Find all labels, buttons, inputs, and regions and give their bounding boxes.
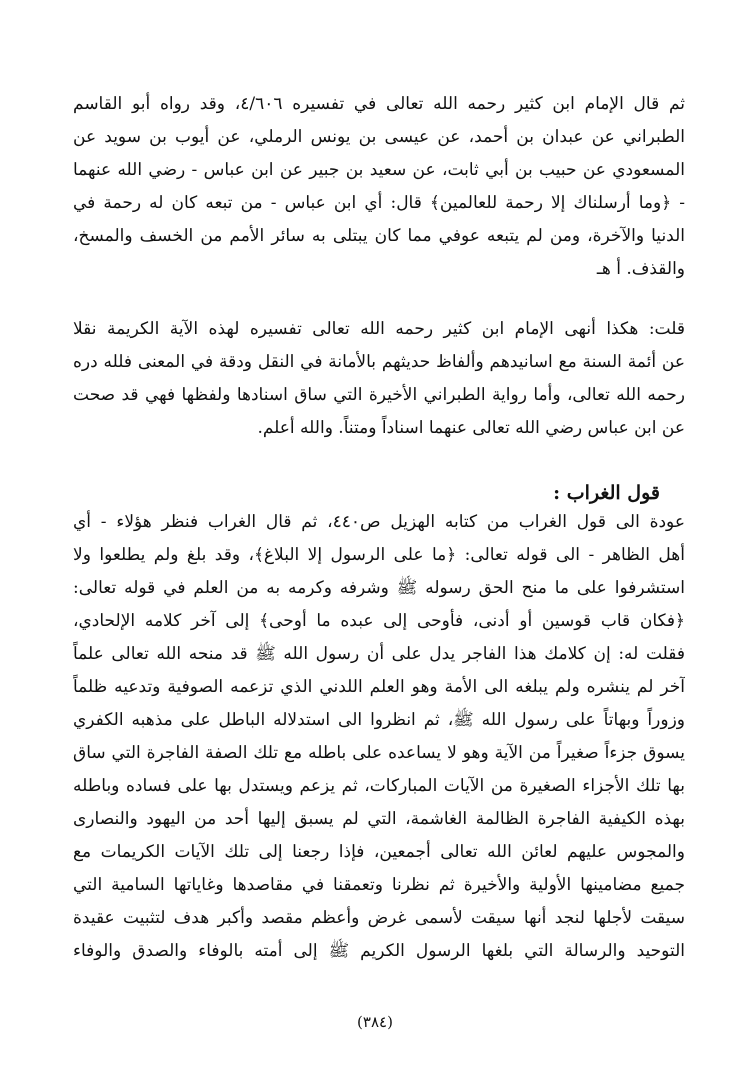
text-line: بهذه الكيفية الفاجرة الظالمة الغاشمة، التي لم يسبق إليها أحد من اليهود والنصارى <box>73 809 685 829</box>
section-heading: قول الغراب : <box>553 482 660 504</box>
text-line: رحمه الله تعالى، وأما رواية الطبراني الأخيرة التي ساق اسنادها ولفظها فهي قد صحت <box>73 385 685 405</box>
text-line: وزوراً وبهاتاً على رسول الله ﷺ، ثم انظروا الى استدلاله الباطل على مذهبه الكفري <box>73 710 685 730</box>
paragraph-author-comment <box>73 313 685 445</box>
text-line: - ﴿وما أرسلناك إلا رحمة للعالمين﴾ قال: أي ابن عباس - من تبعه كان له رحمة في <box>73 193 685 213</box>
text-line: أهل الظاهر - الى قوله تعالى: ﴿ما على الرسول إلا البلاغ﴾، وقد بلغ ولم يطلعوا ولا <box>73 545 685 565</box>
text-line: الدنيا والآخرة، ومن لم يتبعه عوفي مما كان يبتلى به سائر الأمم من الخسف والمسخ، <box>73 226 685 246</box>
text-line: عن أئمة السنة مع اسانيدهم وألفاظ حديثهم بالأمانة في النقل ودقة في المعنى فلله دره <box>73 352 685 372</box>
text-line: قلت: هكذا أنهى الإمام ابن كثير رحمه الله تعالى تفسيره لهذه الآية الكريمة نقلا <box>73 319 685 339</box>
text-line: بها تلك الأجزاء الصغيرة من الآيات المباركات، ثم يزعم ويستدل بها على فساده وباطله <box>73 776 685 796</box>
paragraph-ibn-kathir-quote <box>73 88 685 286</box>
text-line: استشرفوا على ما منح الحق رسوله ﷺ وشرفه وكرمه به من العلم في قوله تعالى: <box>73 578 685 598</box>
text-line: فقلت له: إن كلامك هذا الفاجر يدل على أن رسول الله ﷺ قد منحه الله تعالى علماً <box>73 644 685 664</box>
text-line: سيقت لأجلها لنجد أنها سيقت لأسمى غرض وأعظم مقصد وأكبر هدف لتثبيت عقيدة <box>73 908 685 928</box>
paragraph-ghurab-response <box>73 506 685 968</box>
text-line: جميع مضامينها الأولية والأخيرة ثم نظرنا وتعمقنا في مقاصدها وغاياتها السامية التي <box>73 875 685 895</box>
text-line: ثم قال الإمام ابن كثير رحمه الله تعالى في تفسيره ٤/٦٠٦، وقد رواه أبو القاسم <box>73 94 685 114</box>
text-line: والقذف. أ هـ <box>596 259 685 279</box>
text-line: يسوق جزءاً صغيراً من الآية وهو لا يساعده على باطله مع تلك الصفة الفاجرة التي ساق <box>73 743 685 763</box>
text-line: آخر لم ينشره ولم يبلغه الى الأمة وهو العلم اللدني الذي تزعمه الصوفية وتدعيه ظلماً <box>73 677 685 697</box>
text-line: الطبراني عن عبدان بن أحمد، عن عيسى بن يونس الرملي، عن أيوب بن سويد عن <box>73 127 685 147</box>
text-line: والمجوس عليهم لعائن الله تعالى أجمعين، فإذا رجعنا إلى تلك الآيات الكريمات مع <box>73 842 685 862</box>
text-line: التوحيد والرسالة التي بلغها الرسول الكريم ﷺ إلى أمته بالوفاء والصدق والوفاء <box>73 941 685 961</box>
text-line: عودة الى قول الغراب من كتابه الهزيل ص٤٤٠، ثم قال الغراب فنظر هؤلاء - أي <box>73 512 685 532</box>
page-number: (٣٨٤) <box>357 1013 393 1031</box>
text-line: المسعودي عن حبيب بن أبي ثابت، عن سعيد بن جبير عن ابن عباس - رضي الله عنهما <box>73 160 685 180</box>
text-line: ﴿فكان قاب قوسين أو أدنى، فأوحى إلى عبده ما أوحى﴾ إلى آخر كلامه الإلحادي، <box>73 611 685 631</box>
text-line: عن ابن عباس رضي الله تعالى عنهما اسناداً ومتناً. والله أعلم. <box>257 418 685 438</box>
